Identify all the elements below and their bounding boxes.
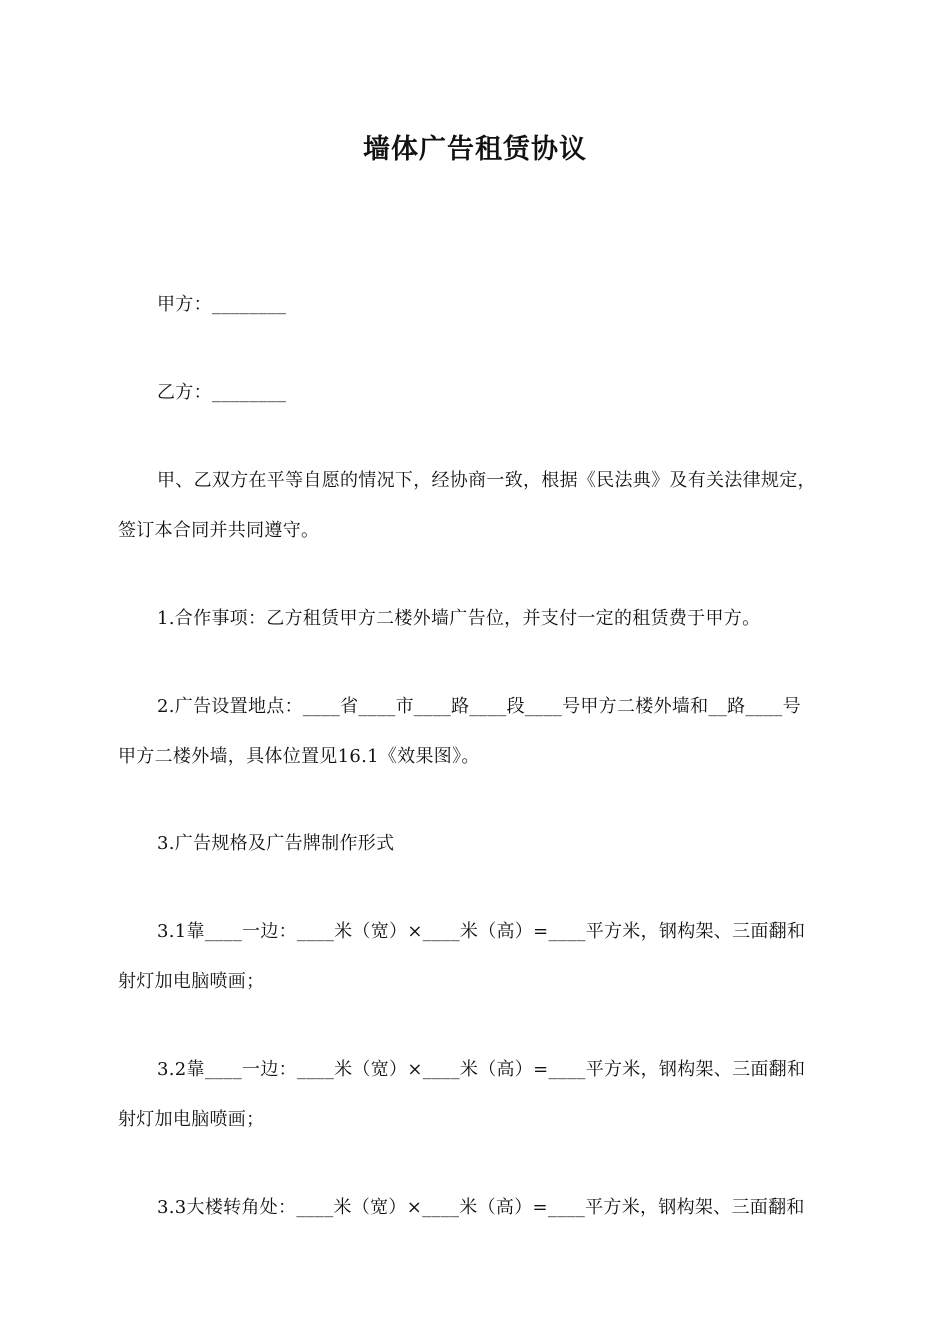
- clause-3-3-line-1: 3.3大楼转角处：____米（宽）×____米（高）=____平方米，钢构架、三面翻和: [157, 1197, 805, 1218]
- clause-3-2-line-1: 3.2靠____一边：____米（宽）×____米（高）=____平方米，钢构架、三面翻和: [157, 1059, 806, 1080]
- document-title: 墙体广告租赁协议: [363, 134, 587, 165]
- clause-2-line-1: 2.广告设置地点：____省____市____路____段____号甲方二楼外墙和__路____号: [157, 696, 801, 717]
- party-a-line: 甲方：________: [157, 294, 287, 315]
- intro-line-2: 签订本合同并共同遵守。: [118, 520, 320, 541]
- party-b-line: 乙方：________: [157, 382, 287, 403]
- clause-2-line-2: 甲方二楼外墙，具体位置见16.1《效果图》。: [118, 746, 480, 767]
- intro-line-1: 甲、乙双方在平等自愿的情况下，经协商一致，根据《民法典》及有关法律规定，: [157, 470, 816, 491]
- clause-3-1-line-1: 3.1靠____一边：____米（宽）×____米（高）=____平方米，钢构架、三面翻和: [157, 921, 806, 942]
- clause-1: 1.合作事项：乙方租赁甲方二楼外墙广告位，并支付一定的租赁费于甲方。: [157, 608, 761, 629]
- clause-3-2-line-2: 射灯加电脑喷画；: [118, 1109, 265, 1130]
- clause-3-1-line-2: 射灯加电脑喷画；: [118, 971, 265, 992]
- clause-3-heading: 3.广告规格及广告牌制作形式: [157, 833, 395, 854]
